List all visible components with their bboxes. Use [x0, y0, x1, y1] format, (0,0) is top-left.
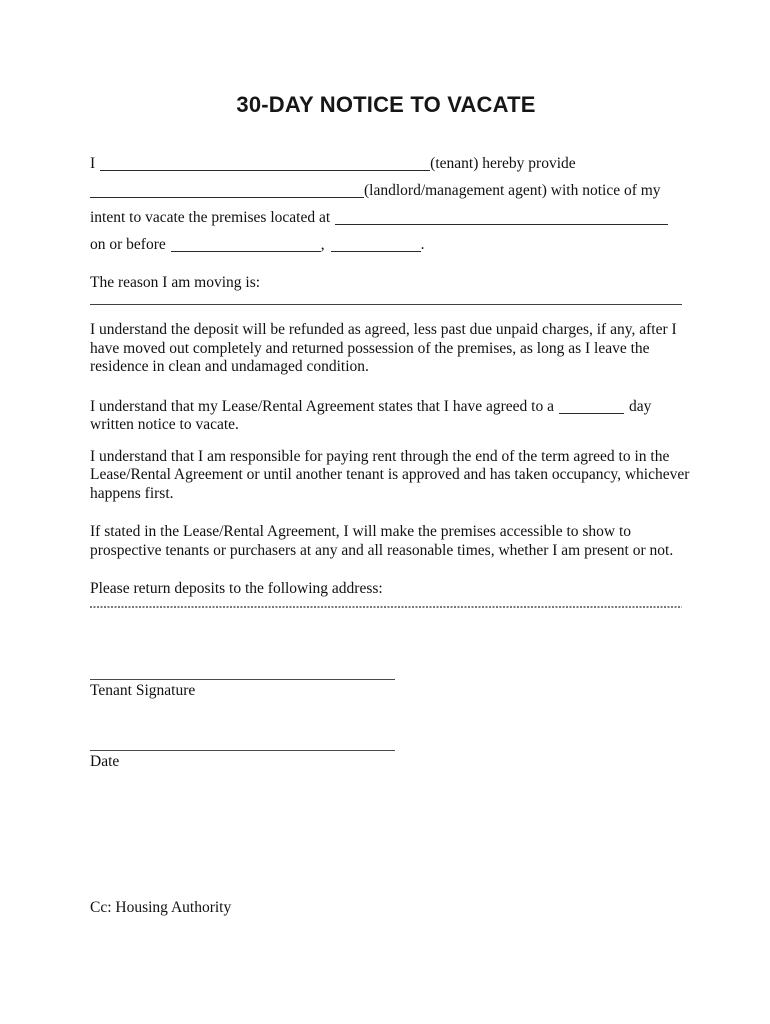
- deposit-paragraph: [90, 321, 682, 377]
- intro-line-1: [90, 150, 682, 177]
- vacate-date-field[interactable]: [171, 237, 321, 252]
- intro-line-3: [90, 204, 682, 231]
- notice-period-line-1: [90, 398, 682, 417]
- showing-paragraph-line-1: If stated in the Lease/Rental Agreement, I will make the premises accessible to show to: [90, 523, 632, 540]
- intro-section: [90, 150, 682, 258]
- notice-period-paragraph: [90, 398, 682, 435]
- intro-line-1-prefix: I: [90, 155, 96, 172]
- notice-period-line-2: written notice to vacate.: [90, 416, 239, 433]
- deposit-paragraph-line-2: have moved out completely and returned possession of the premises, as long as I leave the: [90, 339, 650, 357]
- vacate-year-field[interactable]: [331, 237, 421, 252]
- intro-line-1-suffix: (tenant) hereby provide: [430, 155, 576, 172]
- date-signature-block[interactable]: [90, 750, 395, 771]
- reason-label: The reason I am moving is:: [90, 274, 261, 291]
- tenant-signature-label: Tenant Signature: [90, 681, 196, 699]
- notice-period-line-1-prefix: I understand that my Lease/Rental Agreement states that I have agreed to a: [90, 397, 554, 415]
- rent-paragraph-line-3: happens first.: [90, 484, 174, 502]
- intro-line-4-prefix: on or before: [90, 236, 166, 253]
- intro-line-4-period: .: [420, 236, 425, 253]
- tenant-signature-block[interactable]: [90, 679, 395, 700]
- intro-line-4-comma: ,: [320, 236, 325, 253]
- deposit-return-address-field[interactable]: [90, 606, 682, 608]
- rent-paragraph-line-2: Lease/Rental Agreement or until another tenant is approved and has taken occupancy, whichever: [90, 466, 690, 483]
- intro-line-2-suffix: (landlord/management agent) with notice of my: [364, 182, 661, 199]
- showing-paragraph: [90, 523, 682, 560]
- showing-paragraph-line-2: prospective tenants or purchasers at any and all reasonable times, whether I am present or not.: [90, 541, 674, 559]
- intro-line-3-prefix: intent to vacate the premises located at: [90, 209, 331, 226]
- notice-period-line-1-suffix: day: [628, 397, 652, 415]
- reason-answer-field[interactable]: [90, 304, 682, 305]
- premises-address-field[interactable]: [335, 210, 668, 225]
- rent-responsibility-paragraph: [90, 447, 690, 504]
- deposit-return-label: Please return deposits to the following address:: [90, 580, 383, 597]
- tenant-name-field[interactable]: [100, 156, 430, 171]
- date-label: Date: [90, 752, 120, 770]
- intro-line-4: [90, 231, 682, 258]
- deposit-paragraph-line-1: I understand the deposit will be refunded as agreed, less past due unpaid charges, if any, after I: [90, 321, 677, 338]
- landlord-name-field[interactable]: [90, 183, 364, 198]
- cc-housing-authority: Cc: Housing Authority: [90, 898, 232, 916]
- intro-line-2: [90, 177, 682, 204]
- document-title: 30-DAY NOTICE TO VACATE: [236, 92, 536, 117]
- notice-days-field[interactable]: [559, 399, 624, 414]
- deposit-paragraph-line-3: residence in clean and undamaged condition.: [90, 358, 369, 375]
- rent-paragraph-line-1: I understand that I am responsible for paying rent through the end of the term agreed to in the: [90, 447, 670, 465]
